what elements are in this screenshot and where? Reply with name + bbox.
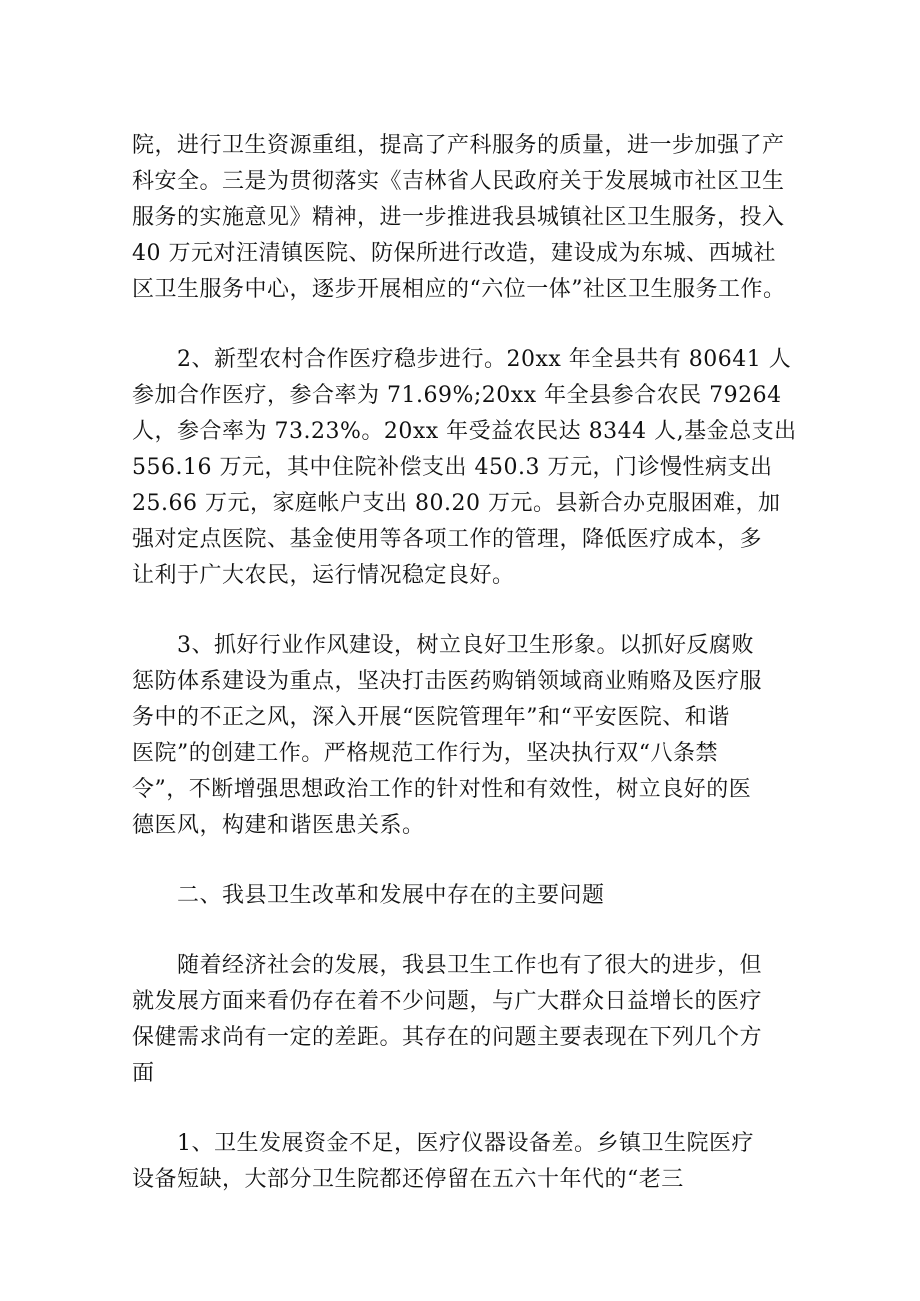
- document-body: [132, 128, 797, 1198]
- text-line: 院，进行卫生资源重组，提高了产科服务的质量，进一步加强了产: [132, 133, 785, 158]
- text-line: 惩防体系建设为重点，坚决打击医药购销领域商业贿赂及医疗服: [132, 669, 763, 694]
- text-line: 设备短缺，大部分卫生院都还停留在五六十年代的“老三: [132, 1167, 684, 1192]
- text-line: 让利于广大农民，运行情况稳定良好。: [132, 563, 515, 588]
- text-line: 服务的实施意见》精神，进一步推进我县城镇社区卫生服务，投入: [132, 205, 785, 230]
- text-line: 德医风，构建和谐医患关系。: [132, 813, 425, 838]
- paragraph-gap: [132, 844, 792, 878]
- text-line: 面: [132, 1061, 155, 1086]
- paragraph-development-gap: [132, 948, 792, 1092]
- text-line: 3、抓好行业作风建设，树立良好卫生形象。以抓好反腐败: [132, 633, 754, 658]
- text-line: 556.16 万元，其中住院补偿支出 450.3 万元，门诊慢性病支出: [132, 455, 773, 480]
- paragraph-gap: [132, 914, 792, 948]
- text-line: 务中的不正之风，深入开展“医院管理年”和“平安医院、和谐: [132, 705, 730, 730]
- paragraph-funding-shortage: [132, 1126, 792, 1198]
- text-line: 随着经济社会的发展，我县卫生工作也有了很大的进步，但: [132, 953, 763, 978]
- section-heading-main-problems: [132, 878, 792, 914]
- text-line: 2、新型农村合作医疗稳步进行。20xx 年全县共有 80641 人: [132, 347, 792, 372]
- paragraph-industry-style: [132, 628, 792, 844]
- text-line: 区卫生服务中心，逐步开展相应的“六位一体”社区卫生服务工作。: [132, 277, 786, 302]
- text-line: 人，参合率为 73.23%。20xx 年受益农民达 8344 人,基金总支出: [132, 419, 797, 444]
- text-line: 40 万元对汪清镇医院、防保所进行改造，建设成为东城、西城社: [132, 241, 776, 266]
- paragraph-gap: [132, 1092, 792, 1126]
- text-line: 就发展方面来看仍存在着不少问题，与广大群众日益增长的医疗: [132, 989, 763, 1014]
- paragraph-community-health: [132, 128, 792, 308]
- text-line: 科安全。三是为贯彻落实《吉林省人民政府关于发展城市社区卫生: [132, 169, 785, 194]
- text-line: 保健需求尚有一定的差距。其存在的问题主要表现在下列几个方: [132, 1025, 763, 1050]
- text-line: 令”，不断增强思想政治工作的针对性和有效性，树立良好的医: [132, 777, 752, 802]
- text-line: 参加合作医疗，参合率为 71.69%;20xx 年全县参合农民 79264: [132, 383, 782, 408]
- text-line: 医院”的创建工作。严格规范工作行为，坚决执行双“八条禁: [132, 741, 718, 766]
- text-line: 25.66 万元，家庭帐户支出 80.20 万元。县新合办克服困难，加: [132, 491, 781, 516]
- text-line: 1、卫生发展资金不足，医疗仪器设备差。乡镇卫生院医疗: [132, 1131, 754, 1156]
- paragraph-rural-cooperative-medical: [132, 342, 797, 594]
- paragraph-gap: [132, 308, 792, 342]
- heading-line: 二、我县卫生改革和发展中存在的主要问题: [132, 883, 605, 908]
- text-line: 强对定点医院、基金使用等各项工作的管理，降低医疗成本，多: [132, 527, 763, 552]
- paragraph-gap: [132, 594, 792, 628]
